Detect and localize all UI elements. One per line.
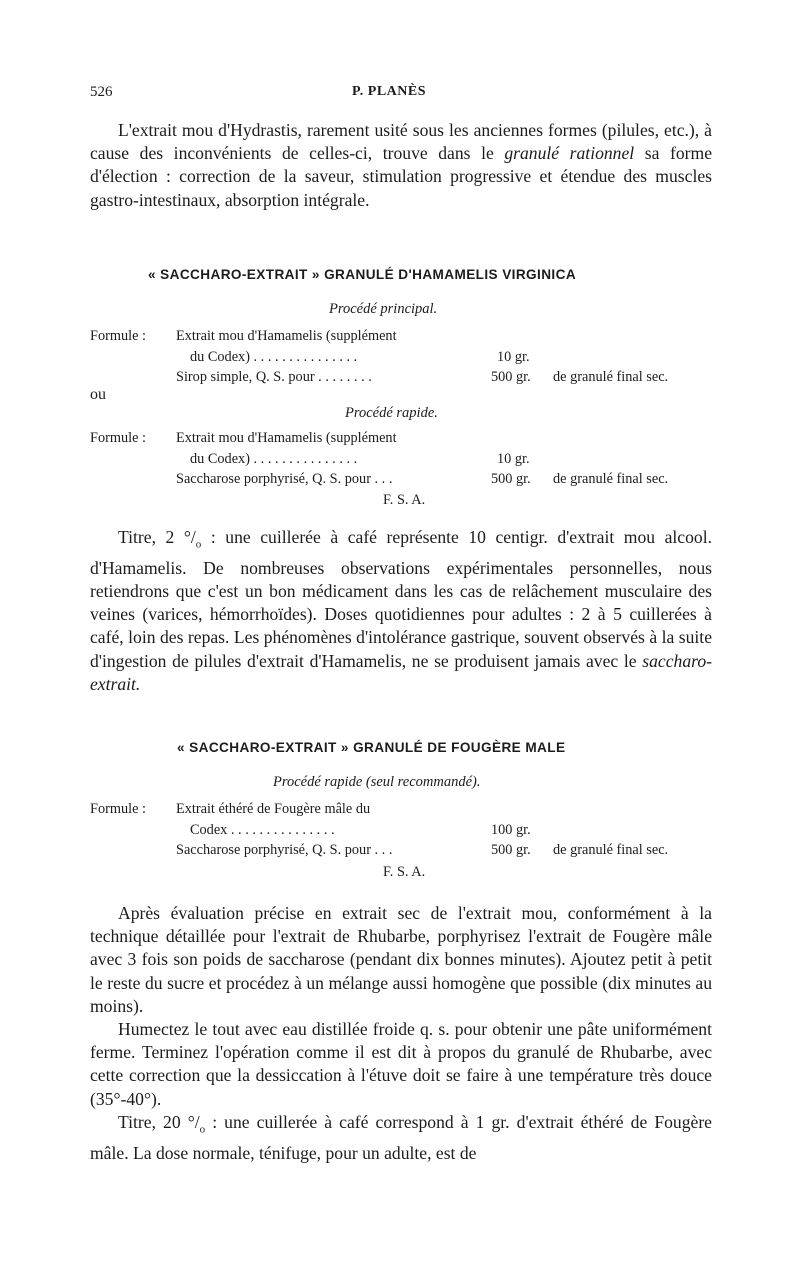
titre-text-a: Titre, 20 °/ — [118, 1112, 200, 1132]
formula-quantity: 500 gr. — [491, 842, 531, 858]
titre-hamamelis-paragraph — [90, 526, 712, 696]
running-title: P. PLANÈS — [352, 84, 427, 99]
intro-text-b: sa forme d'élection : correction de la saveur, stimulation progressive et étendue des muscles gastro-intestinaux, absorption intégrale. — [90, 143, 713, 210]
intro-emphasis: granulé rationnel — [504, 143, 635, 164]
fsa-label: F. S. A. — [383, 492, 426, 508]
formula-line: Saccharose porphyrisé, Q. S. pour . . . — [176, 471, 393, 487]
procede-seul-recommande: Procédé rapide (seul recommandé). — [273, 774, 481, 790]
body-paragraph: Humectez le tout avec eau distillée froide q. s. pour obtenir une pâte uniformément ferme. Terminez l'opération comme il est dit à propos du granulé de Rhubarbe, avec cette correction que la dessiccation à l'étuve doit se faire à une température très douce (35°-40°). — [90, 1019, 712, 1109]
formula-quantity: 100 gr. — [491, 822, 531, 838]
titre-fougere-paragraph — [90, 1111, 712, 1165]
formula-suffix: de granulé final sec. — [553, 369, 669, 385]
formula-line: Extrait mou d'Hamamelis (supplément — [176, 328, 397, 344]
section-heading-hamamelis: « SACCHARO-EXTRAIT » GRANULÉ D'HAMAMELIS VIRGINICA — [148, 267, 577, 282]
formula-suffix: de granulé final sec. — [553, 471, 669, 487]
formula-quantity: 500 gr. — [491, 369, 531, 385]
titre-subscript: o — [199, 1123, 206, 1136]
titre-subscript: o — [195, 538, 202, 551]
formula-line: du Codex) . . . . . . . . . . . . . . . — [190, 451, 358, 467]
formula-quantity: 10 gr. — [497, 349, 530, 365]
formula-line: Sirop simple, Q. S. pour . . . . . . . . — [176, 369, 372, 385]
formula-suffix: de granulé final sec. — [553, 842, 669, 858]
procede-principal: Procédé principal. — [329, 301, 438, 317]
procede-rapide: Procédé rapide. — [345, 405, 438, 421]
formula-line: Saccharose porphyrisé, Q. S. pour . . . — [176, 842, 393, 858]
formule-label: Formule : — [90, 430, 146, 446]
ou-separator: ou — [90, 386, 106, 403]
titre-text-b: : une cuillerée à café correspond à 1 gr. d'extrait éthéré de Fougère mâle. La dose normale, ténifuge, pour un adulte, est de — [90, 1112, 712, 1163]
formule-label: Formule : — [90, 801, 146, 817]
formula-line: Codex . . . . . . . . . . . . . . . — [190, 822, 335, 838]
titre-emphasis: saccharo-extrait. — [90, 650, 712, 694]
titre-text-b: : une cuillerée à café représente 10 centigr. d'extrait mou alcool. d'Hamamelis. De nombreuses observations expérimentales personnelles, nous retiendrons que c'est un bon médicament dans les cas de relâchement musculaire des veines (varices, hémorrhoïdes). Doses quotidiennes pour adultes : 2 à 5 cuillerées à café, loin des repas. Les phénomènes d'intolérance gastrique, souvent observés à la suite d'ingestion de pilules d'extrait d'Hamamelis, ne se produisent jamais avec le — [90, 527, 712, 671]
formule-label: Formule : — [90, 328, 146, 344]
page-number: 526 — [90, 84, 113, 100]
fsa-label: F. S. A. — [383, 864, 426, 880]
intro-text-a: L'extrait mou d'Hydrastis, rarement usité sous les anciennes formes (pilules, etc.), à cause des inconvénients de celles-ci, trouve dans le — [90, 120, 712, 164]
body-paragraph: Après évaluation précise en extrait sec de l'extrait mou, conformément à la technique détaillée pour l'extrait de Rhubarbe, porphyrisez l'extrait de Fougère mâle avec 3 fois son poids de saccharose (pendant dix bonnes minutes). Ajoutez petit à petit le reste du sucre et procédez à un mélange aussi homogène que possible (dix minutes au moins). — [90, 903, 712, 1016]
formula-quantity: 10 gr. — [497, 451, 530, 467]
formula-quantity: 500 gr. — [491, 471, 531, 487]
formula-line: Extrait éthéré de Fougère mâle du — [176, 801, 371, 817]
formula-line: Extrait mou d'Hamamelis (supplément — [176, 430, 397, 446]
section-heading-fougere: « SACCHARO-EXTRAIT » GRANULÉ DE FOUGÈRE MALE — [177, 740, 566, 755]
intro-paragraph — [90, 119, 712, 212]
titre-text-a: Titre, 2 °/ — [118, 527, 196, 547]
formula-line: du Codex) . . . . . . . . . . . . . . . — [190, 349, 358, 365]
